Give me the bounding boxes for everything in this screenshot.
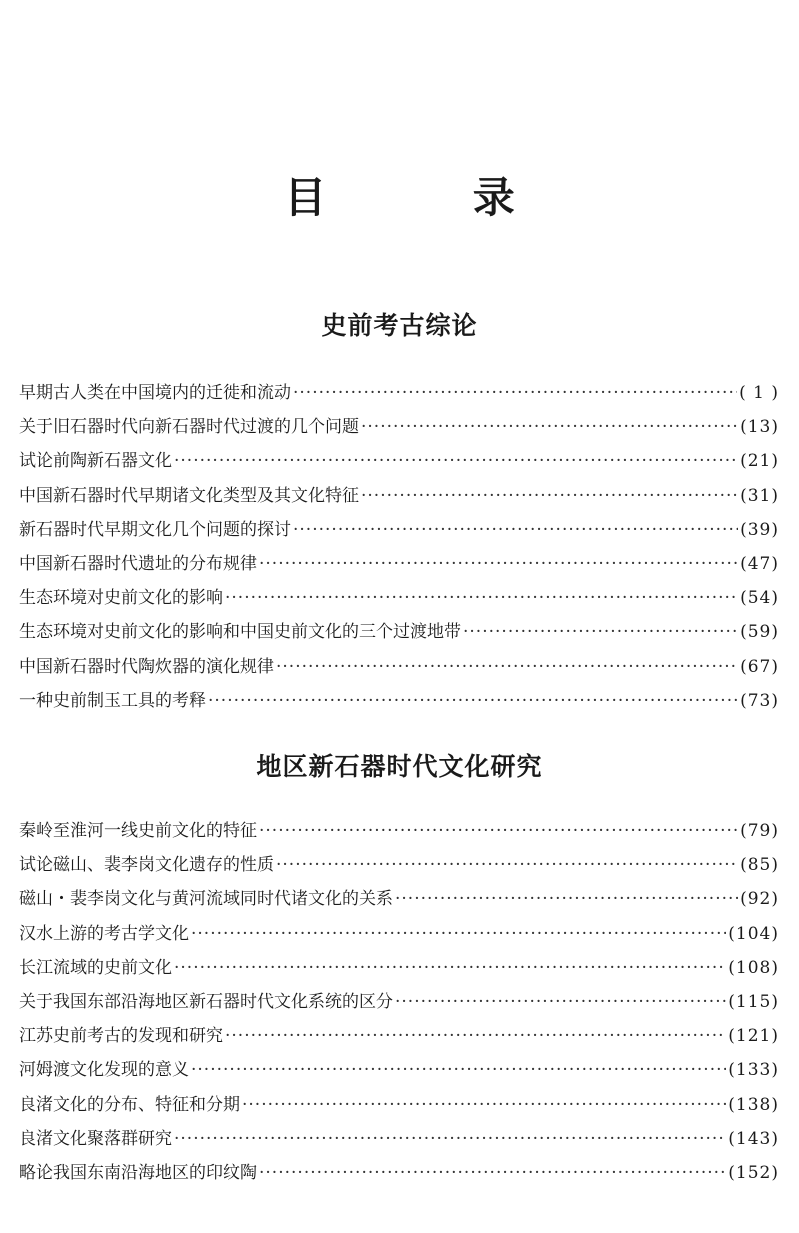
dot-leader: [259, 819, 738, 843]
toc-entry-page-number: (47): [740, 554, 779, 575]
toc-entry-title[interactable]: 良渚文化的分布、特征和分期: [19, 1094, 240, 1115]
dot-leader: [191, 922, 726, 946]
toc-entry[interactable]: [19, 814, 779, 848]
dot-leader: [293, 518, 738, 542]
toc-entry[interactable]: [19, 547, 779, 581]
toc-entry-page-number: (54): [740, 588, 779, 609]
toc-entry-page-number: (92): [740, 889, 779, 910]
toc-entry[interactable]: [19, 650, 779, 684]
toc-entry-title[interactable]: 一种史前制玉工具的考释: [19, 690, 206, 711]
toc-entry-page-number: (108): [728, 957, 779, 978]
toc-entry-page-number: (79): [740, 821, 779, 842]
toc-entry[interactable]: [19, 581, 779, 615]
dot-leader: [242, 1093, 726, 1117]
toc-entry[interactable]: [19, 1053, 779, 1087]
toc-entry[interactable]: [19, 951, 779, 985]
dot-leader: [174, 956, 726, 980]
toc-entry-title[interactable]: 中国新石器时代早期诸文化类型及其文化特征: [19, 485, 359, 506]
toc-entry[interactable]: [19, 1019, 779, 1053]
toc-list-prehistoric-overview: [19, 376, 779, 718]
toc-entry-title[interactable]: 生态环境对史前文化的影响和中国史前文化的三个过渡地带: [19, 622, 461, 643]
section-heading-regional-neolithic: 地区新石器时代文化研究: [256, 752, 543, 781]
toc-entry-title[interactable]: 秦岭至淮河一线史前文化的特征: [19, 821, 257, 842]
toc-entry[interactable]: [19, 882, 779, 916]
section-heading-prehistoric-overview: 史前考古综论: [321, 311, 478, 340]
toc-entry-title[interactable]: 中国新石器时代遗址的分布规律: [19, 554, 257, 575]
toc-entry-title[interactable]: 长江流域的史前文化: [19, 957, 172, 978]
toc-entry[interactable]: [19, 1122, 779, 1156]
toc-entry-title[interactable]: 良渚文化聚落群研究: [19, 1128, 172, 1149]
toc-entry[interactable]: [19, 376, 779, 410]
toc-entry-title[interactable]: 关于旧石器时代向新石器时代过渡的几个问题: [19, 417, 359, 438]
toc-entry-title[interactable]: 关于我国东部沿海地区新石器时代文化系统的区分: [19, 992, 393, 1013]
toc-entry-page-number: (138): [728, 1094, 779, 1115]
dot-leader: [208, 689, 738, 713]
toc-entry-page-number: ( 1 ): [739, 383, 779, 404]
toc-entry-page-number: (59): [740, 622, 779, 643]
dot-leader: [361, 415, 738, 439]
toc-entry-page-number: (39): [740, 519, 779, 540]
toc-entry-title[interactable]: 试论前陶新石器文化: [19, 451, 172, 472]
toc-entry-page-number: (73): [740, 690, 779, 711]
toc-entry[interactable]: [19, 917, 779, 951]
toc-entry-title[interactable]: 试论磁山、裴李岗文化遗存的性质: [19, 855, 274, 876]
toc-entry[interactable]: [19, 1088, 779, 1122]
toc-entry-page-number: (143): [728, 1128, 779, 1149]
toc-entry-page-number: (13): [740, 417, 779, 438]
toc-entry[interactable]: [19, 513, 779, 547]
toc-entry[interactable]: [19, 985, 779, 1019]
page-title: 目 录: [284, 173, 581, 222]
toc-entry-title[interactable]: 早期古人类在中国境内的迁徙和流动: [19, 383, 291, 404]
toc-entry[interactable]: [19, 615, 779, 649]
toc-list-regional-neolithic: [19, 814, 779, 1190]
toc-entry-page-number: (152): [728, 1162, 779, 1183]
dot-leader: [259, 552, 738, 576]
dot-leader: [276, 853, 738, 877]
toc-entry-title[interactable]: 中国新石器时代陶炊器的演化规律: [19, 656, 274, 677]
toc-entry-page-number: (104): [728, 923, 779, 944]
dot-leader: [225, 1024, 726, 1048]
toc-entry-page-number: (21): [740, 451, 779, 472]
toc-entry[interactable]: [19, 479, 779, 513]
toc-entry-title[interactable]: 河姆渡文化发现的意义: [19, 1060, 189, 1081]
dot-leader: [276, 655, 738, 679]
dot-leader: [395, 887, 738, 911]
dot-leader: [463, 620, 738, 644]
toc-entry-title[interactable]: 新石器时代早期文化几个问题的探讨: [19, 519, 291, 540]
toc-entry-page-number: (115): [728, 992, 779, 1013]
dot-leader: [191, 1058, 726, 1082]
dot-leader: [225, 586, 738, 610]
toc-entry-page-number: (67): [740, 656, 779, 677]
toc-entry[interactable]: [19, 1156, 779, 1190]
dot-leader: [361, 484, 738, 508]
toc-entry-title[interactable]: 略论我国东南沿海地区的印纹陶: [19, 1162, 257, 1183]
toc-entry[interactable]: [19, 410, 779, 444]
dot-leader: [259, 1161, 726, 1185]
toc-entry-title[interactable]: 江苏史前考古的发现和研究: [19, 1026, 223, 1047]
toc-entry[interactable]: [19, 848, 779, 882]
dot-leader: [293, 381, 737, 405]
toc-entry-title[interactable]: 磁山・裴李岗文化与黄河流域同时代诸文化的关系: [19, 889, 393, 910]
dot-leader: [174, 449, 738, 473]
toc-entry[interactable]: [19, 684, 779, 718]
toc-entry[interactable]: [19, 444, 779, 478]
toc-entry-title[interactable]: 生态环境对史前文化的影响: [19, 588, 223, 609]
dot-leader: [174, 1127, 726, 1151]
toc-entry-page-number: (133): [728, 1060, 779, 1081]
toc-entry-title[interactable]: 汉水上游的考古学文化: [19, 923, 189, 944]
toc-entry-page-number: (31): [740, 485, 779, 506]
toc-entry-page-number: (85): [740, 855, 779, 876]
dot-leader: [395, 990, 726, 1014]
toc-entry-page-number: (121): [728, 1026, 779, 1047]
